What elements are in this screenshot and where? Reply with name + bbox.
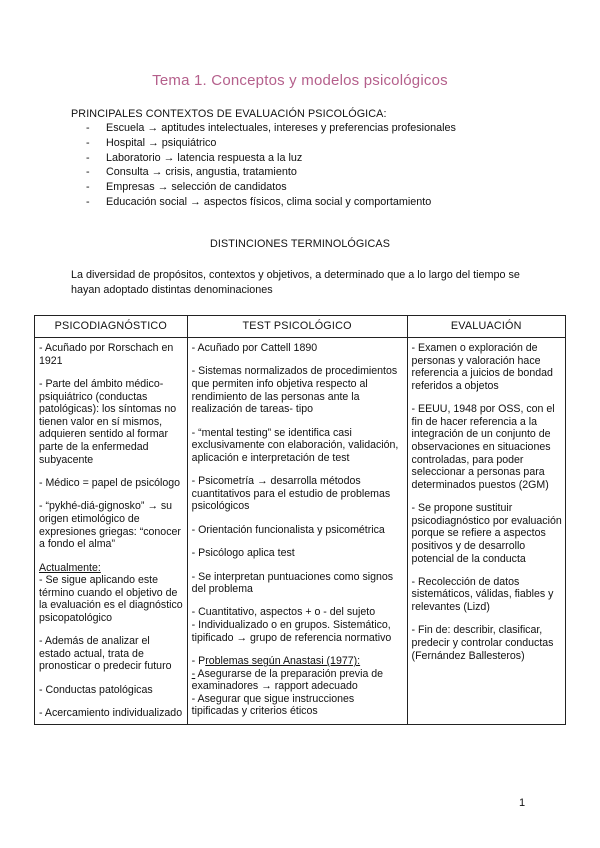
context-item: Laboratorio → latencia respuesta a la luz <box>106 151 303 164</box>
table-row <box>35 338 566 725</box>
context-item: Hospital → psiquiátrico <box>106 136 217 149</box>
cell-evaluacion <box>407 338 565 725</box>
page-title: Tema 1. Conceptos y modelos psicológicos <box>152 72 448 89</box>
problems-item <box>192 668 404 693</box>
header-psicodiagnostico: PSICODIAGNÓSTICO <box>35 316 188 338</box>
cell-paragraph: - Se sigue aplicando este término cuando el objetivo de la evaluación es el diagnóstico psicopatológico <box>39 574 183 624</box>
bullet-dash: - <box>86 122 90 134</box>
list-item <box>86 165 456 180</box>
bullet-dash: - <box>86 151 90 164</box>
list-item <box>86 195 456 210</box>
cell-paragraph: - Orientación funcionalista y psicométrica <box>191 523 385 536</box>
contexts-list <box>86 121 456 210</box>
list-item <box>86 121 456 136</box>
cell-paragraph: - Se interpretan puntuaciones como signos del problema <box>191 570 394 596</box>
cell-paragraph: - Acuñado por Cattell 1890 <box>191 342 318 354</box>
cell-paragraph: - “pykhé-diá-gignosko” → su origen etimológico de expresiones griegas: “conocer a fondo el alma” <box>39 500 181 551</box>
cell-paragraph: - Cuantitativo, aspectos + o - del sujeto <box>191 606 376 619</box>
bullet-dash: - <box>86 166 90 179</box>
bullet-dash: - <box>86 195 90 208</box>
problems-prefix: - P <box>191 655 206 668</box>
cell-paragraph: - Se propone sustituir psicodiagnóstico por evaluación porque se refiere a aspectos positivos y de desarrollo potencial de la conducta <box>411 502 562 565</box>
header-evaluacion: EVALUACIÓN <box>407 316 565 338</box>
context-item: Consulta → crisis, angustia, tratamiento <box>106 166 297 179</box>
cell-paragraph: - Además de analizar el estado actual, trata de pronosticar o predecir futuro <box>39 635 172 673</box>
cell-paragraph: - Parte del ámbito médico-psiquiátrico (conductas patológicas): los síntomas no tienen valor en sí mismos, adquieren sentido al formar parte de la enfermedad subyacente <box>39 377 177 466</box>
problems-item: - Asegurar que sigue instrucciones tipificadas y criterios éticos <box>191 692 355 718</box>
cell-paragraph: - Psicometría → desarrolla métodos cuantitativos para el estudio de problemas psicológicos <box>191 475 391 513</box>
problems-heading <box>192 655 404 668</box>
cell-paragraph: - Individualizado o en grupos. Sistemático, tipificado → grupo de referencia normativo <box>191 619 392 644</box>
list-item <box>86 180 456 195</box>
cell-paragraph: - Examen o exploración de personas y valoración hace referencia a juicios de bondad referidos a objetos <box>411 342 553 392</box>
actualmente-label: Actualmente: <box>39 561 101 574</box>
cell-paragraph: - Acercamiento individualizado <box>39 707 183 720</box>
context-item: Educación social → aspectos físicos, clima social y comportamiento <box>106 195 432 208</box>
problems-label: roblemas según Anastasi (1977): <box>205 655 361 668</box>
cell-paragraph: - Sistemas normalizados de procedimientos que permiten info objetiva respecto al rendimiento de las personas ante la realización de tareas- tipo <box>191 365 398 416</box>
cell-psicodiagnostico <box>35 338 188 725</box>
page-number: 1 <box>519 797 526 809</box>
cell-paragraph: - Médico = papel de psicólogo <box>39 476 181 489</box>
cell-test-psicologico <box>187 338 407 725</box>
cell-paragraph: - Conductas patológicas <box>39 683 153 696</box>
problems-text: Asegurarse de la preparación previa de examinadores → rapport adecuado <box>191 667 384 693</box>
contexts-heading: PRINCIPALES CONTEXTOS DE EVALUACIÓN PSICOLÓGICA: <box>71 108 387 120</box>
problems-dash: - <box>191 667 196 680</box>
cell-paragraph: - Psicólogo aplica test <box>191 547 295 560</box>
cell-paragraph: - Fin de: describir, clasificar, predecir y controlar conductas (Fernández Ballesteros) <box>411 624 554 662</box>
bullet-dash: - <box>86 181 90 194</box>
cell-paragraph: - “mental testing” se identifica casi exclusivamente con elaboración, validación, aplicación e interpretación de test <box>191 426 399 464</box>
context-item: Empresas → selección de candidatos <box>106 181 287 194</box>
header-test-psicologico: TEST PSICOLÓGICO <box>187 316 407 338</box>
list-item <box>86 136 456 151</box>
cell-paragraph: - Recolección de datos sistemáticos, válidas, fiables y relevantes (Lizd) <box>411 575 554 614</box>
context-item: Escuela → aptitudes intelectuales, intereses y preferencias profesionales <box>106 122 456 134</box>
bullet-dash: - <box>86 136 90 149</box>
cell-paragraph: - EEUU, 1948 por OSS, con el fin de hacer referencia a la integración de un conjunto de observaciones en situaciones controladas, para poder seleccionar a personas para determinados puestos (2GM) <box>411 403 555 491</box>
comparison-table <box>34 315 566 725</box>
cell-paragraph: - Acuñado por Rorschach en 1921 <box>39 342 174 367</box>
distinctions-intro: La diversidad de propósitos, contextos y objetivos, a determinado que a lo largo del tiempo se hayan adoptado distintas denominaciones <box>71 269 520 296</box>
distinctions-heading: DISTINCIONES TERMINOLÓGICAS <box>209 238 391 250</box>
list-item <box>86 151 456 166</box>
table-header-row <box>35 316 566 338</box>
